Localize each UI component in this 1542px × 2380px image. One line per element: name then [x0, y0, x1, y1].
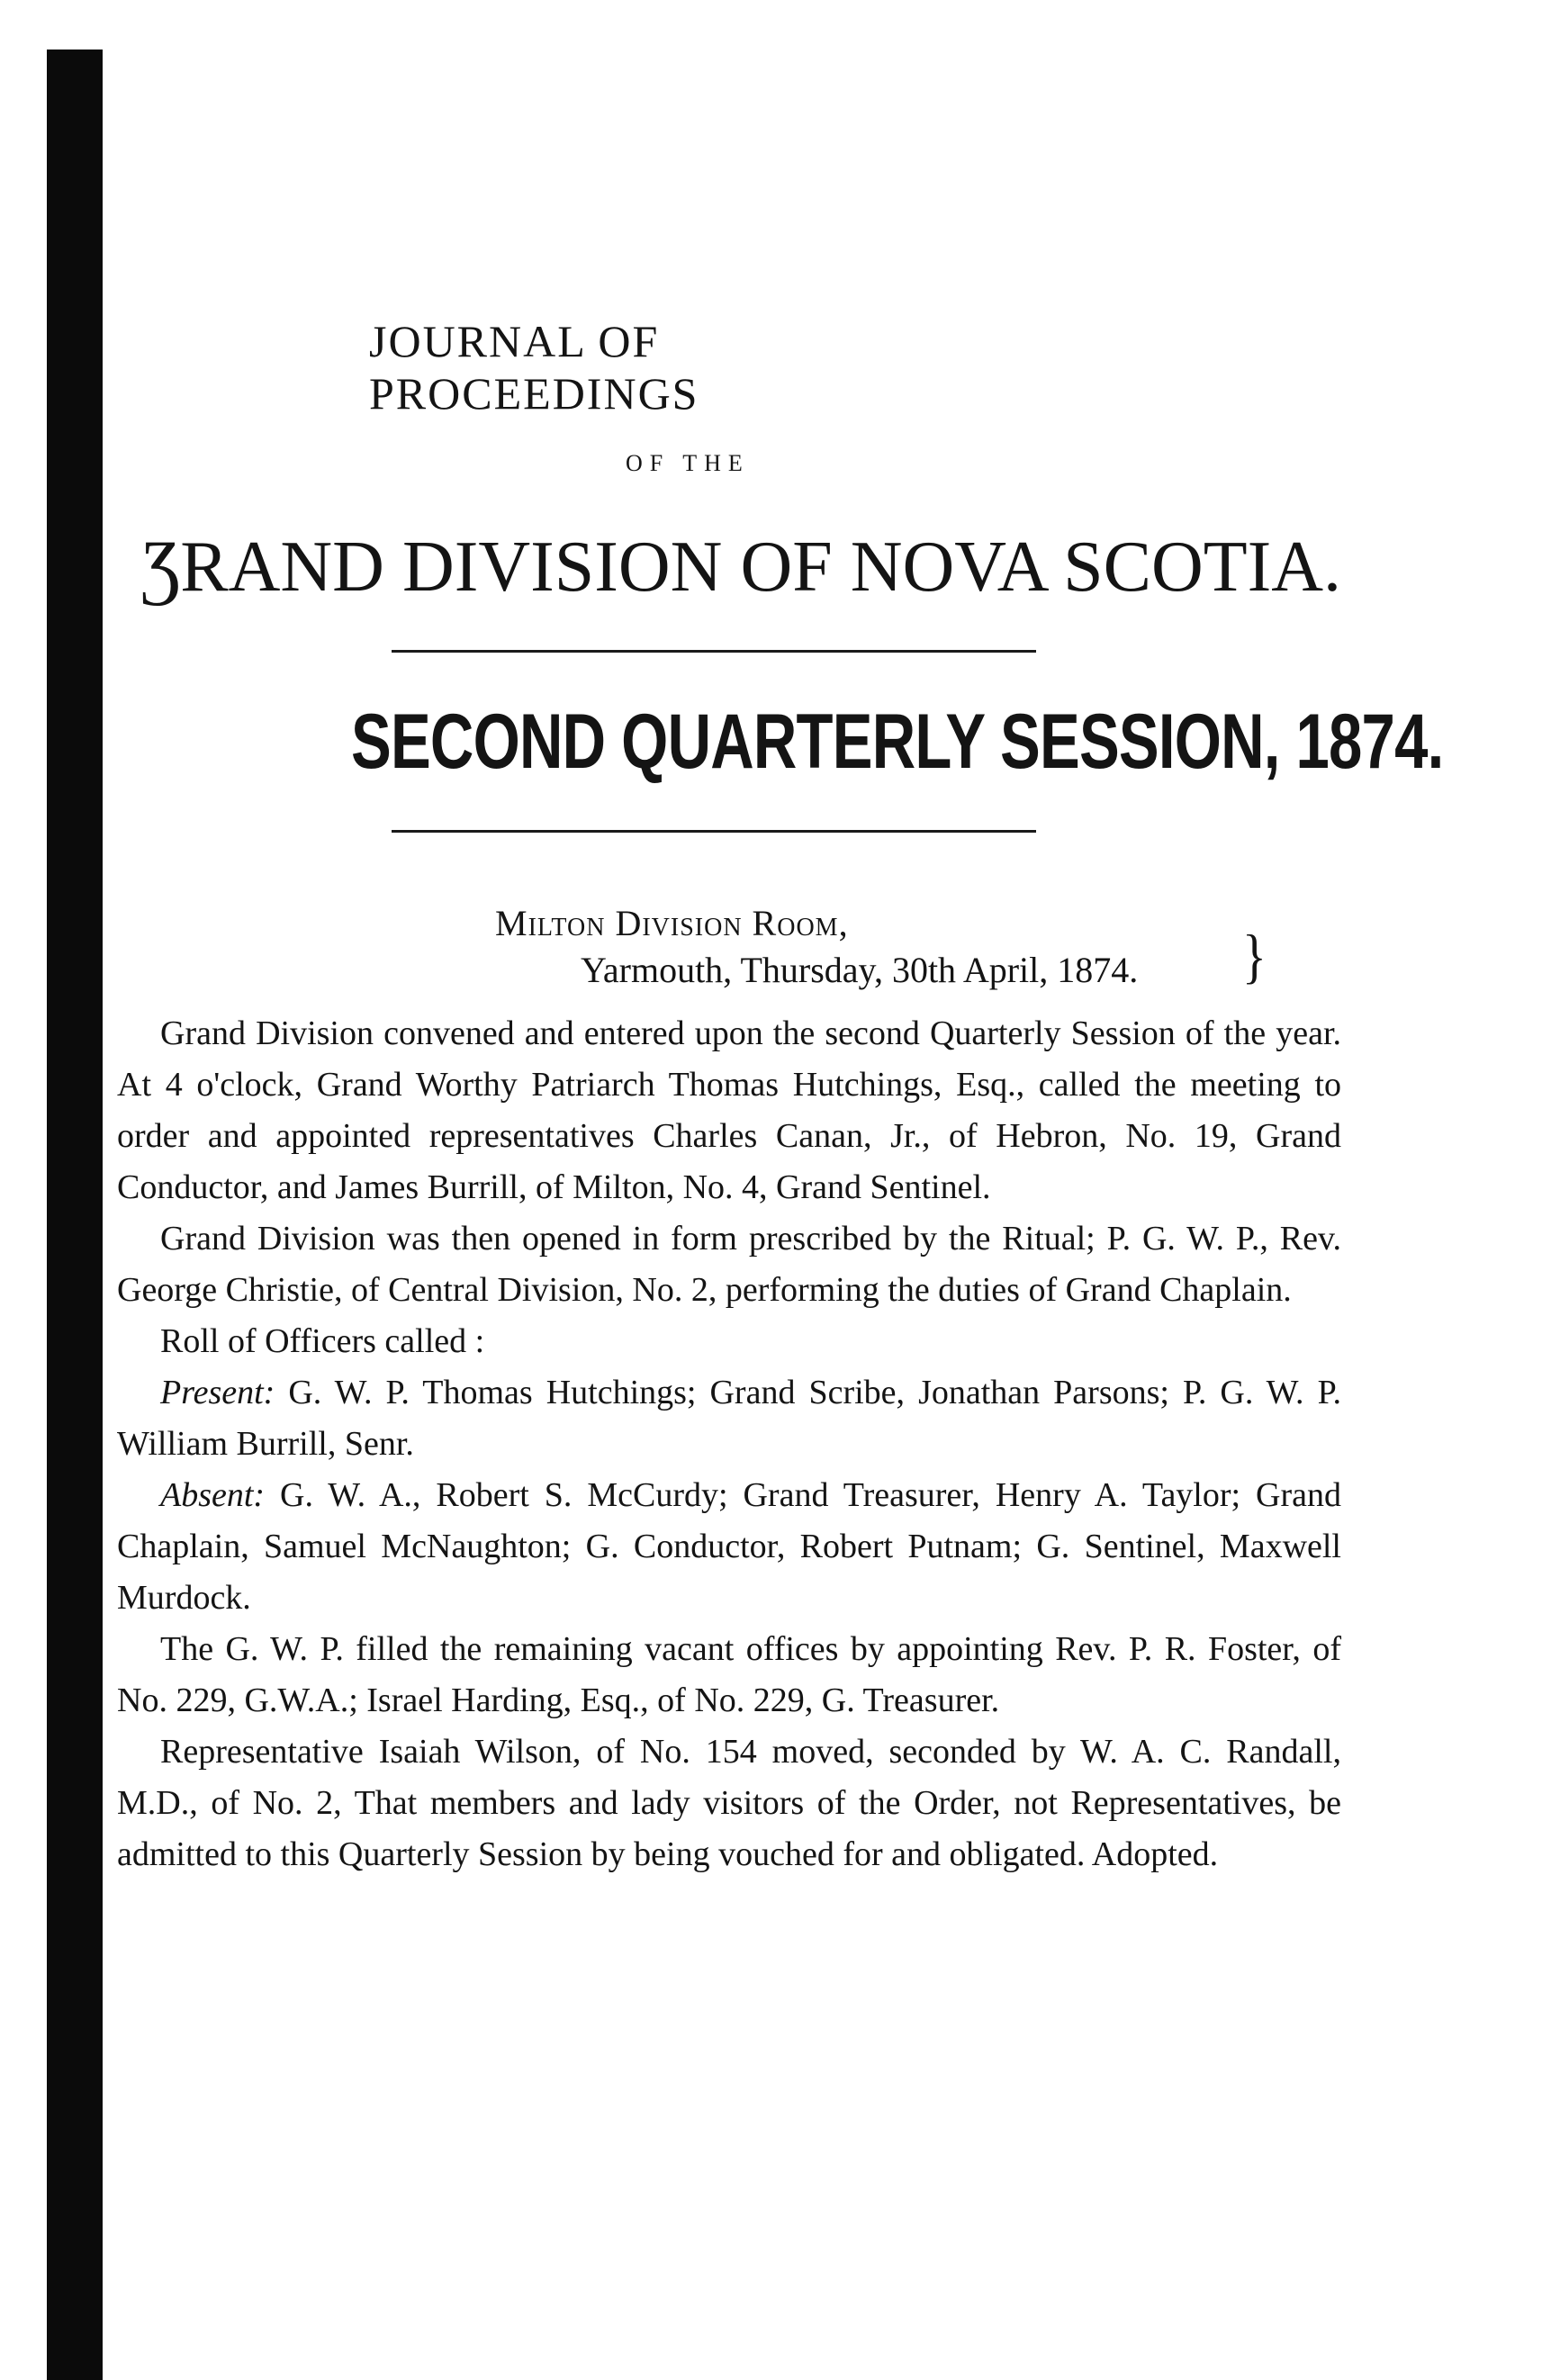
journal-title: JOURNAL OF PROCEEDINGS [369, 316, 699, 419]
paragraph-roll-call: Roll of Officers called : [160, 1322, 485, 1360]
binding-edge [47, 50, 103, 2380]
location-room: Milton Division Room, [495, 903, 849, 943]
location-date: Yarmouth, Thursday, 30th April, 1874. [581, 950, 1139, 990]
of-the-subtitle: OF THE [626, 450, 750, 476]
present-text: G. W. P. Thomas Hutchings; Grand Scribe, Jonathan Parsons; P. G. W. P. William Burrill, Senr. [117, 1374, 1341, 1463]
absent-text: G. W. A., Robert S. McCurdy; Grand Treasurer, Henry A. Taylor; Grand Chaplain, Samuel McNaughton; G. Conductor, Robert Putnam; G. Sentinel, Maxwell Murdock. [117, 1476, 1341, 1617]
paragraph-opened: Grand Division was then opened in form prescribed by the Ritual; P. G. W. P., Rev. George Christie, of Central Division, No. 2, performing the duties of Grand Chaplain. [117, 1220, 1341, 1309]
paragraph-appointments: The G. W. P. filled the remaining vacant offices by appointing Rev. P. R. Foster, of No. 229, G.W.A.; Israel Harding, Esq., of No. 229, G. Treasurer. [117, 1630, 1341, 1719]
document-page [117, 0, 1444, 2380]
division-title [117, 527, 1341, 609]
brace-glyph: } [1242, 923, 1267, 991]
paragraph-present [117, 1367, 1341, 1470]
session-title: SECOND QUARTERLY SESSION, 1874. [351, 699, 1444, 785]
paragraph-convened: Grand Division convened and entered upon the second Quarterly Session of the year. At 4 o'clock, Grand Worthy Patriarch Thomas Hutchings, Esq., called the meeting to order and appointed representatives Charles Canan, Jr., of Hebron, No. 19, Grand Conductor, and James Burrill, of Milton, No. 4, Grand Sentinel. [117, 1014, 1341, 1206]
paragraph-motion: Representative Isaiah Wilson, of No. 154 moved, seconded by W. A. C. Randall, M.D., of No. 2, That members and lady visitors of the Order, not Representatives, be admitted to this Quarterly Session by being vouched for and obligated. Adopted. [117, 1733, 1341, 1873]
absent-label: Absent: [160, 1476, 266, 1514]
present-label: Present: [160, 1374, 275, 1411]
division-title-text: ƷRAND DIVISION OF NOVA SCOTIA. [141, 527, 1341, 607]
rule-top [392, 650, 1036, 653]
body-text [117, 1008, 1341, 1880]
paragraph-absent [117, 1470, 1341, 1624]
rule-bottom [392, 830, 1036, 833]
